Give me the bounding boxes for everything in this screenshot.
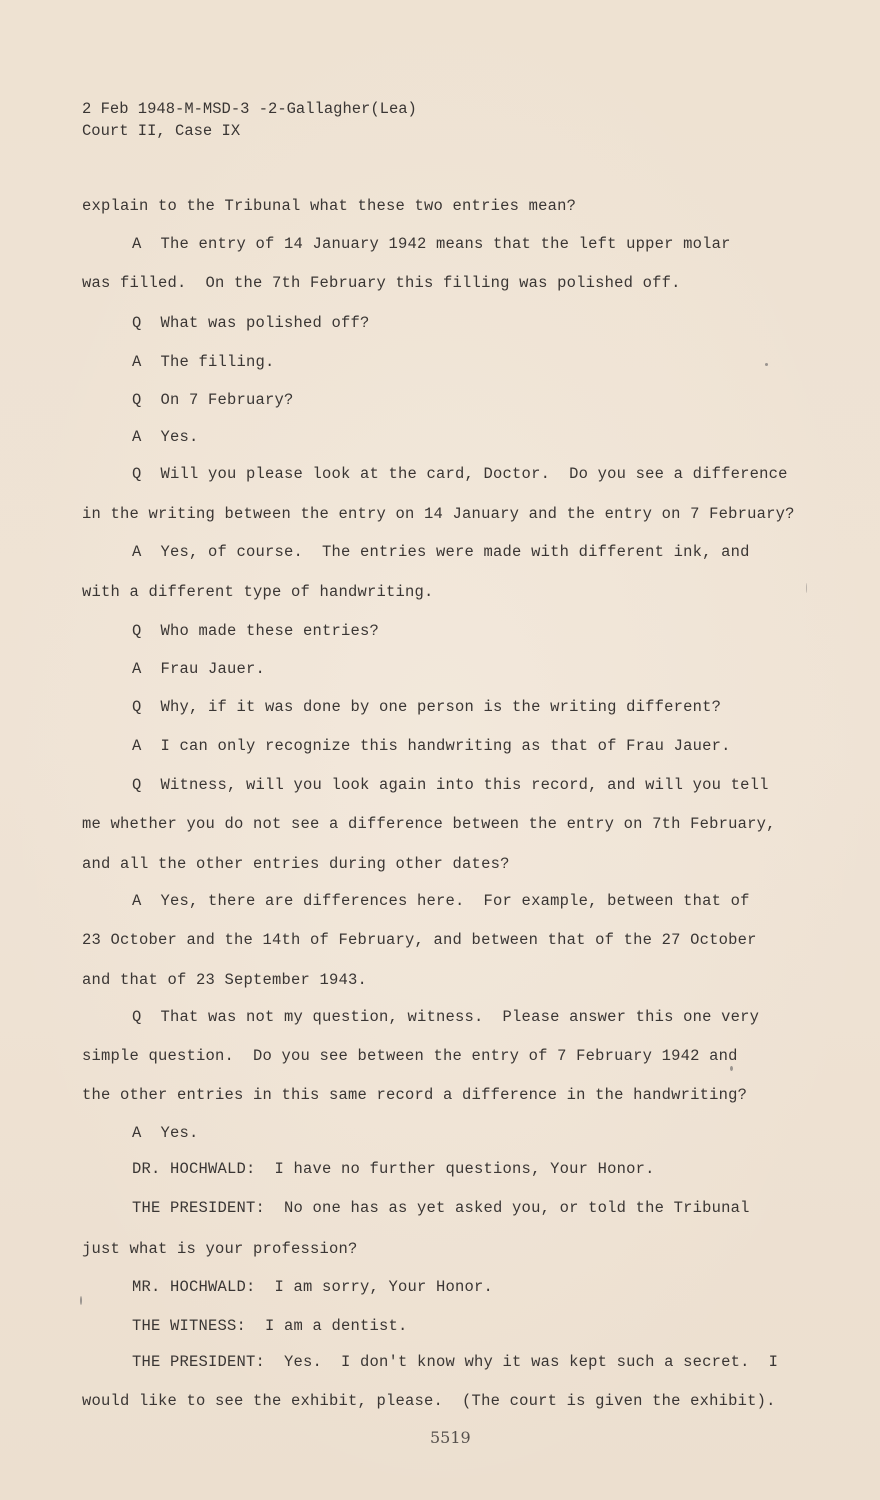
header-court-line: Court II, Case IX	[82, 122, 241, 140]
transcript-line: and that of 23 September 1943.	[82, 971, 368, 989]
transcript-line: THE PRESIDENT: Yes. I don't know why it was kept such a secret. I	[132, 1353, 779, 1371]
transcript-line: Q What was polished off?	[132, 314, 370, 332]
transcript-line: Q Witness, will you look again into this record, and will you tell	[132, 776, 769, 794]
header-session-line: 2 Feb 1948-M-MSD-3 -2-Gallagher(Lea)	[82, 100, 417, 118]
transcript-header	[82, 98, 417, 142]
transcript-line: just what is your profession?	[82, 1240, 358, 1258]
transcript-line: DR. HOCHWALD: I have no further questions, Your Honor.	[132, 1160, 655, 1178]
transcript-line: A I can only recognize this handwriting as that of Frau Jauer.	[132, 737, 731, 755]
transcript-line: A Frau Jauer.	[132, 660, 266, 678]
paper-speck	[765, 363, 768, 366]
page-number: 5519	[430, 1428, 471, 1447]
transcript-line: with a different type of handwriting.	[82, 583, 434, 601]
transcript-line: A Yes, there are differences here. For example, between that of	[132, 892, 750, 910]
transcript-line: Q That was not my question, witness. Please answer this one very	[132, 1008, 760, 1026]
transcript-line: THE PRESIDENT: No one has as yet asked you, or told the Tribunal	[132, 1199, 750, 1217]
transcript-line: was filled. On the 7th February this filling was polished off.	[82, 274, 681, 292]
transcript-line: in the writing between the entry on 14 January and the entry on 7 February?	[82, 505, 795, 523]
transcript-line: would like to see the exhibit, please. (The court is given the exhibit).	[82, 1392, 776, 1410]
transcript-line: Q Who made these entries?	[132, 622, 380, 640]
transcript-line: THE WITNESS: I am a dentist.	[132, 1317, 408, 1335]
transcript-line: A The entry of 14 January 1942 means that the left upper molar	[132, 235, 731, 253]
paper-speck	[80, 1296, 82, 1305]
transcript-line: simple question. Do you see between the entry of 7 February 1942 and	[82, 1047, 738, 1065]
transcript-line: A Yes, of course. The entries were made with different ink, and	[132, 543, 750, 561]
transcript-line: Q Will you please look at the card, Doctor. Do you see a difference	[132, 465, 788, 483]
paper-speck	[806, 583, 807, 593]
transcript-line: A Yes.	[132, 1124, 199, 1142]
transcript-line: and all the other entries during other dates?	[82, 855, 510, 873]
transcript-line: Q On 7 February?	[132, 391, 294, 409]
transcript-line: the other entries in this same record a difference in the handwriting?	[82, 1086, 748, 1104]
paper-speck	[730, 1066, 733, 1071]
transcript-line: A The filling.	[132, 353, 275, 371]
transcript-line: Q Why, if it was done by one person is the writing different?	[132, 698, 722, 716]
transcript-line: 23 October and the 14th of February, and between that of the 27 October	[82, 931, 757, 949]
transcript-line: explain to the Tribunal what these two entries mean?	[82, 197, 577, 215]
transcript-line: MR. HOCHWALD: I am sorry, Your Honor.	[132, 1278, 494, 1296]
transcript-line: A Yes.	[132, 428, 199, 446]
transcript-line: me whether you do not see a difference between the entry on 7th February,	[82, 815, 776, 833]
